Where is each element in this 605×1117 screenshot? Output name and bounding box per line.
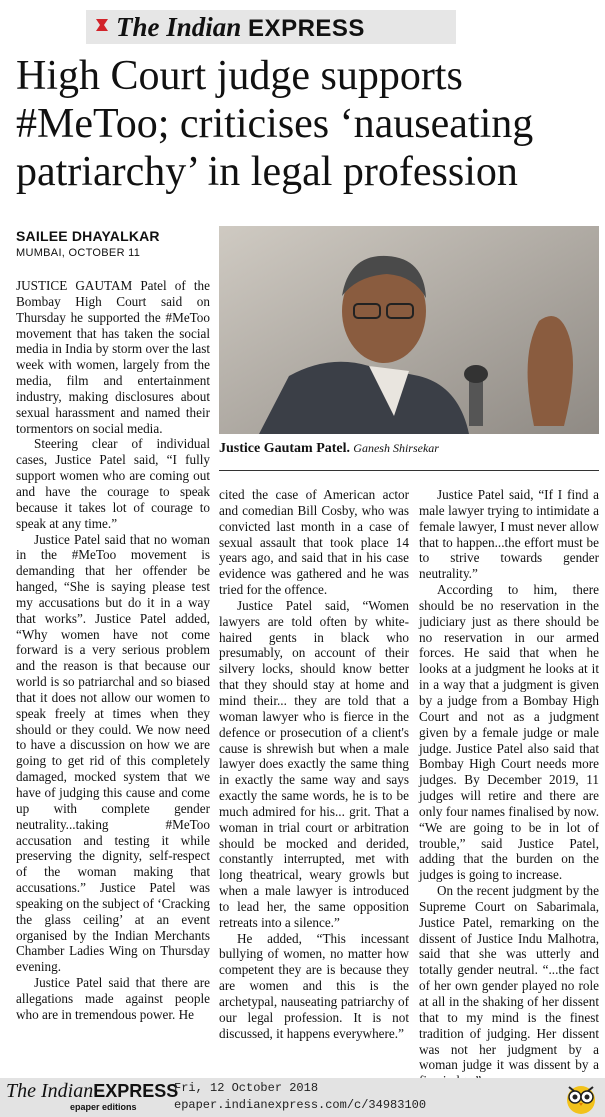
judge-photo: [219, 226, 599, 434]
photo-caption: [219, 440, 599, 457]
footer-bar: [0, 1078, 605, 1117]
author: SAILEE DHAYALKAR: [16, 228, 160, 244]
paragraph: Justice Patel said that there are allegations made against people who are in tremendous power. He: [16, 975, 210, 1022]
paragraph: According to him, there should be no reservation in the judiciary just as there should be no reservation in our armed forces. He said that when he looks at a judgment he looks at it in a way that a judgment is given by a judge from a Bombay High Court and not as a judgment given by a female judge or male judge. Justice Patel also said that Bombay High Court needs more judges. By December 2019, 11 judges will retire and there are only four names finalised by now. “We are going to be in lot of trouble,” said Justice Patel, adding that the burden on the judges is going to increase.: [419, 582, 599, 883]
paragraph: Justice Patel said, “Women lawyers are told often by white-haired gents in black who presumably, on account of their silvery locks, should know better that they should stay at home and mind their... they are told that a woman lawyer who is fierce in the defence or prosecution of a client's cause is shrewish but when a male lawyer does exactly the same thing in exactly the same way and says exactly the same words, he is to be much admired for his... grit. That a woman in trial court or arbitration should be mocked and derided, constantly interrupted, met with long theatrical, weary growls but when a male lawyer is introduced to lead her, the same opposition retreats into a silence.”: [219, 597, 409, 930]
paragraph: Justice Patel said, “If I find a male lawyer trying to intimidate a female lawyer, I must never allow that to happen...the effort must be to strive towards gender neutrality.”: [419, 487, 599, 582]
paragraph: cited the case of American actor and comedian Bill Cosby, who was convicted last month in a case of sexual assault that took place 14 years ago, and said that in his case evidence was gathered and he was tried for the offence.: [219, 487, 409, 598]
footer-subtitle: epaper editions: [70, 1102, 137, 1112]
caption-credit: Ganesh Shirsekar: [353, 441, 439, 455]
footer-logo: [6, 1080, 178, 1103]
footer-name-bold: EXPRESS: [93, 1081, 179, 1101]
caption-name: Justice Gautam Patel.: [219, 441, 351, 456]
owl-mascot-icon: [563, 1081, 599, 1115]
article-column-2: [219, 487, 409, 1042]
article-column-1: [16, 278, 210, 1023]
headline: High Court judge supports #MeToo; criticises ‘nauseating patriarchy’ in legal profession: [16, 53, 534, 195]
express-logo-icon: [94, 16, 110, 34]
paragraph: JUSTICE GAUTAM Patel of the Bombay High Court said on Thursday he supported the #MeToo movement that has taken the social media in India by storm over the last week with women, largely from the media, film and entertainment industry, making disclosures about sexual harassment and named their tormentors on social media.: [16, 278, 210, 436]
paragraph: On the recent judgment by the Supreme Court on Sabarimala, Justice Patel, remarking on the dissent of Justice Indu Malhotra, said that she was utterly and totally gender neutral. “...the fact of her own gender played no role at all in the shaking of her dissent that to my mind is the finest tradition of judging. Her dissent was not her judgment by a woman judge it was dissent by a: [419, 883, 599, 1073]
dateline: MUMBAI, OCTOBER 11: [16, 247, 141, 259]
portrait-illustration: [219, 226, 599, 434]
masthead-name-bold: EXPRESS: [248, 15, 365, 42]
footer-name-italic: The Indian: [6, 1080, 94, 1102]
paragraph: He added, “This incessant bullying of women, no matter how competent they are is because they are women and this is the archetypal, nauseating patriarchy of our legal profession. It is not discussed, it happens everywhere.”: [219, 930, 409, 1041]
byline: [16, 228, 206, 259]
masthead-title: [116, 12, 365, 43]
article-column-3: [419, 487, 599, 1089]
footer-url[interactable]: epaper.indianexpress.com/c/34983100: [174, 1098, 427, 1112]
caption-divider: [219, 470, 599, 471]
masthead-name-italic: The Indian: [116, 12, 249, 42]
paragraph: Steering clear of individual cases, Justice Patel said, “I fully support women who are coming out and have the courage to speak because it takes lot of courage to speak at any time.”: [16, 436, 210, 531]
paragraph: Justice Patel said that no woman in the #MeToo movement is demanding that her offender be hanged, “She is saying please test my accusations but do it in a way that works”. Justice Patel added, “Why women have not come forward is a very serious problem and the reason is that because our world is so patriarchal and so biased that it does not allow our women to speak freely at times when they should or they could. We now need to have a discussion on how we are going to get rid of this completely damaged, mocked system that we have of judging this cause and come up with complete gender neutrality...taking #MeToo accusation and testing it while preserving the dignity, self-respect of the woman making that accusations.” Justice Patel was speaking on the subject of ‘Cracking the glass ceiling’ at an event organised by the Indian Merchants Chamber Ladies Wing on Thursday evening.: [16, 531, 210, 975]
footer-date: Fri, 12 October 2018: [174, 1081, 319, 1095]
